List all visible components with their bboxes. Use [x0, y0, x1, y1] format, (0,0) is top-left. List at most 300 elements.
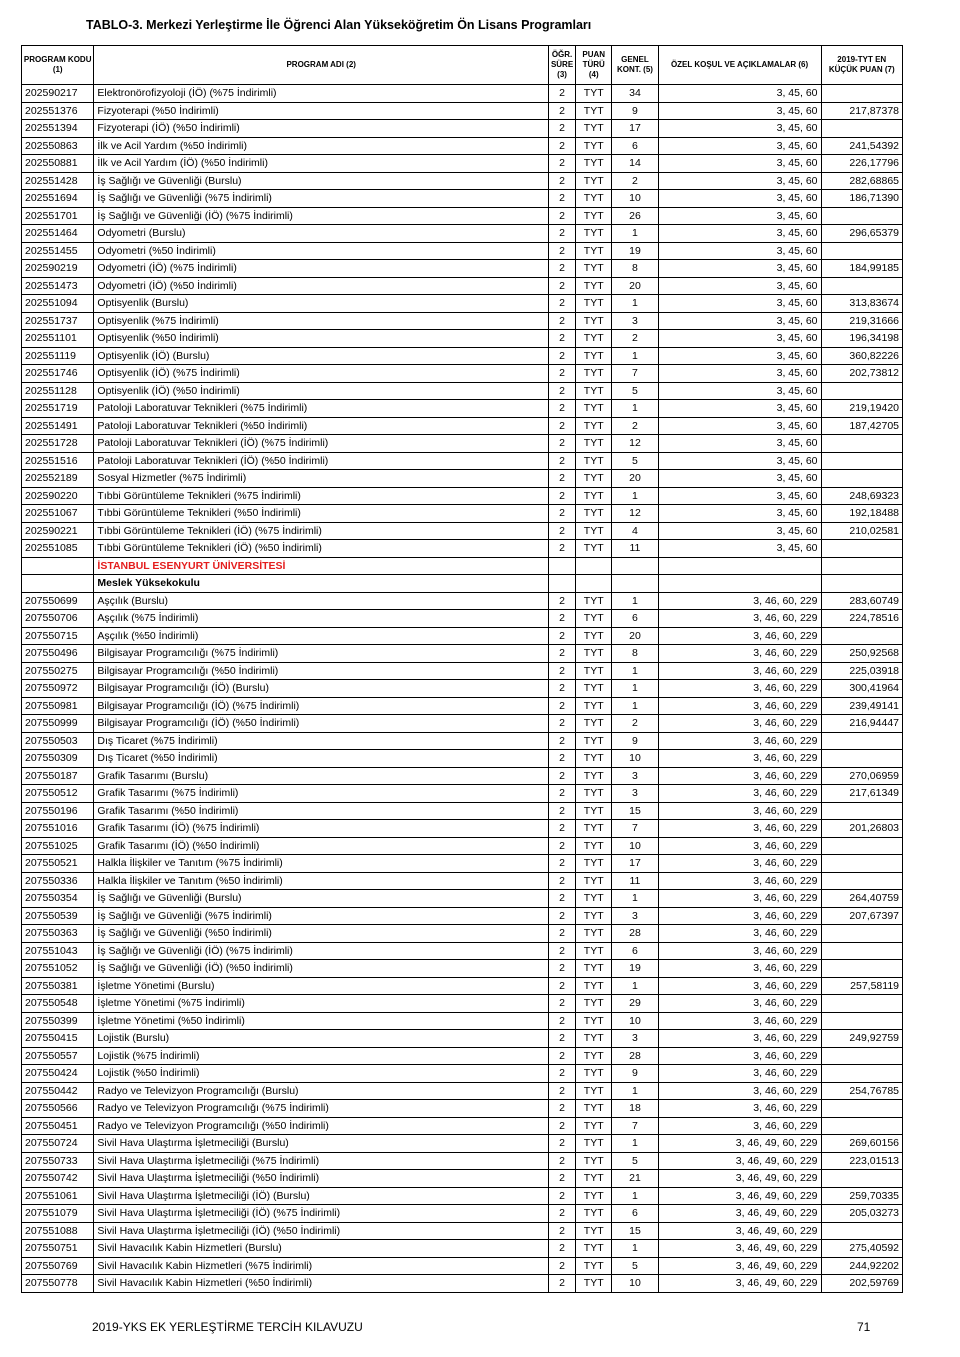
duration-cell: 2 — [548, 295, 575, 313]
program-code-cell: 207550981 — [22, 697, 94, 715]
program-name-cell: Optisyenlik (İÖ) (%50 İndirimli) — [94, 382, 549, 400]
table-row — [22, 102, 903, 120]
table-body — [22, 85, 903, 1293]
duration-cell: 2 — [548, 260, 575, 278]
duration-cell: 2 — [548, 1187, 575, 1205]
quota-cell: 11 — [612, 540, 658, 558]
min-score-cell: 223,01513 — [821, 1152, 903, 1170]
program-name-cell: Optisyenlik (İÖ) (%75 İndirimli) — [94, 365, 549, 383]
table-row — [22, 1082, 903, 1100]
program-code-cell: 207550521 — [22, 855, 94, 873]
university-row — [22, 557, 903, 575]
min-score-cell: 205,03273 — [821, 1205, 903, 1223]
min-score-cell: 270,06959 — [821, 767, 903, 785]
score-type-cell: TYT — [576, 277, 612, 295]
min-score-cell — [821, 925, 903, 943]
duration-cell: 2 — [548, 855, 575, 873]
conditions-cell: 3, 46, 60, 229 — [658, 1117, 821, 1135]
score-type-cell: TYT — [576, 1152, 612, 1170]
program-code-cell: 207550399 — [22, 1012, 94, 1030]
quota-cell: 34 — [612, 85, 658, 103]
quota-cell: 1 — [612, 295, 658, 313]
table-row — [22, 540, 903, 558]
quota-cell: 19 — [612, 960, 658, 978]
quota-cell: 10 — [612, 1012, 658, 1030]
score-type-cell: TYT — [576, 1170, 612, 1188]
conditions-cell — [658, 575, 821, 593]
table-row — [22, 155, 903, 173]
programs-table — [21, 45, 903, 1293]
min-score-cell: 202,59769 — [821, 1275, 903, 1293]
score-type-cell: TYT — [576, 1065, 612, 1083]
table-row — [22, 1222, 903, 1240]
program-code-cell: 202551428 — [22, 172, 94, 190]
score-type-cell: TYT — [576, 487, 612, 505]
program-name-cell: Dış Ticaret (%75 İndirimli) — [94, 732, 549, 750]
duration-cell: 2 — [548, 102, 575, 120]
table-row — [22, 120, 903, 138]
min-score-cell: 210,02581 — [821, 522, 903, 540]
score-type-cell: TYT — [576, 505, 612, 523]
program-code-cell: 207550706 — [22, 610, 94, 628]
duration-cell: 2 — [548, 662, 575, 680]
duration-cell — [548, 575, 575, 593]
min-score-cell: 283,60749 — [821, 592, 903, 610]
conditions-cell: 3, 45, 60 — [658, 540, 821, 558]
conditions-cell: 3, 46, 60, 229 — [658, 1012, 821, 1030]
duration-cell: 2 — [548, 820, 575, 838]
quota-cell: 12 — [612, 505, 658, 523]
program-code-cell: 202590219 — [22, 260, 94, 278]
quota-cell: 1 — [612, 347, 658, 365]
table-row — [22, 470, 903, 488]
min-score-cell: 244,92202 — [821, 1257, 903, 1275]
min-score-cell: 300,41964 — [821, 680, 903, 698]
program-code-cell: 202552189 — [22, 470, 94, 488]
duration-cell: 2 — [548, 837, 575, 855]
table-row — [22, 977, 903, 995]
min-score-cell: 202,73812 — [821, 365, 903, 383]
quota-cell: 2 — [612, 330, 658, 348]
quota-cell: 26 — [612, 207, 658, 225]
program-code-cell: 202551473 — [22, 277, 94, 295]
table-row — [22, 802, 903, 820]
quota-cell: 11 — [612, 872, 658, 890]
quota-cell: 3 — [612, 312, 658, 330]
quota-cell: 1 — [612, 977, 658, 995]
conditions-cell: 3, 45, 60 — [658, 207, 821, 225]
program-name-cell: Fizyoterapi (%50 İndirimli) — [94, 102, 549, 120]
score-type-cell: TYT — [576, 1205, 612, 1223]
conditions-cell: 3, 46, 60, 229 — [658, 977, 821, 995]
program-name-cell: Grafik Tasarımı (İÖ) (%50 İndirimli) — [94, 837, 549, 855]
program-code-cell: 207550699 — [22, 592, 94, 610]
duration-cell: 2 — [548, 1222, 575, 1240]
duration-cell: 2 — [548, 522, 575, 540]
program-name-cell: Grafik Tasarımı (%50 İndirimli) — [94, 802, 549, 820]
duration-cell: 2 — [548, 1082, 575, 1100]
conditions-cell: 3, 45, 60 — [658, 172, 821, 190]
score-type-cell: TYT — [576, 697, 612, 715]
score-type-cell: TYT — [576, 207, 612, 225]
score-type-cell: TYT — [576, 172, 612, 190]
program-name-cell: Patoloji Laboratuvar Teknikleri (İÖ) (%50 İndirimli) — [94, 452, 549, 470]
program-name-cell: Optisyenlik (%75 İndirimli) — [94, 312, 549, 330]
score-type-cell: TYT — [576, 942, 612, 960]
quota-cell: 1 — [612, 400, 658, 418]
min-score-cell: 264,40759 — [821, 890, 903, 908]
duration-cell: 2 — [548, 1152, 575, 1170]
quota-cell: 28 — [612, 1047, 658, 1065]
quota-cell: 7 — [612, 820, 658, 838]
score-type-cell: TYT — [576, 1012, 612, 1030]
conditions-cell: 3, 46, 60, 229 — [658, 907, 821, 925]
duration-cell: 2 — [548, 330, 575, 348]
min-score-cell — [821, 1065, 903, 1083]
table-row — [22, 610, 903, 628]
score-type-cell: TYT — [576, 120, 612, 138]
min-score-cell: 239,49141 — [821, 697, 903, 715]
score-type-cell: TYT — [576, 855, 612, 873]
duration-cell: 2 — [548, 452, 575, 470]
program-code-cell: 202551491 — [22, 417, 94, 435]
duration-cell: 2 — [548, 190, 575, 208]
conditions-cell: 3, 45, 60 — [658, 452, 821, 470]
duration-cell: 2 — [548, 1012, 575, 1030]
quota-cell: 1 — [612, 1240, 658, 1258]
score-type-cell: TYT — [576, 1100, 612, 1118]
quota-cell: 3 — [612, 907, 658, 925]
quota-cell: 5 — [612, 382, 658, 400]
program-code-cell: 207551052 — [22, 960, 94, 978]
program-name-cell: Sivil Hava Ulaştırma İşletmeciliği (Burslu) — [94, 1135, 549, 1153]
conditions-cell: 3, 45, 60 — [658, 435, 821, 453]
program-name-cell: İşletme Yönetimi (%75 İndirimli) — [94, 995, 549, 1013]
score-type-cell: TYT — [576, 680, 612, 698]
duration-cell: 2 — [548, 942, 575, 960]
conditions-cell: 3, 46, 60, 229 — [658, 802, 821, 820]
conditions-cell: 3, 45, 60 — [658, 400, 821, 418]
conditions-cell: 3, 45, 60 — [658, 242, 821, 260]
quota-cell — [612, 557, 658, 575]
duration-cell: 2 — [548, 1205, 575, 1223]
score-type-cell: TYT — [576, 977, 612, 995]
program-code-cell: 202551394 — [22, 120, 94, 138]
program-name-cell: İş Sağlığı ve Güvenliği (Burslu) — [94, 172, 549, 190]
conditions-cell: 3, 45, 60 — [658, 190, 821, 208]
min-score-cell — [821, 85, 903, 103]
score-type-cell: TYT — [576, 1082, 612, 1100]
duration-cell: 2 — [548, 802, 575, 820]
score-type-cell: TYT — [576, 627, 612, 645]
program-name-cell: Grafik Tasarımı (Burslu) — [94, 767, 549, 785]
program-name-cell: İş Sağlığı ve Güvenliği (İÖ) (%50 İndirimli) — [94, 960, 549, 978]
table-header — [22, 46, 903, 85]
table-row — [22, 732, 903, 750]
header-quota: GENEL KONT. (5) — [612, 46, 658, 85]
program-code-cell: 202551085 — [22, 540, 94, 558]
score-type-cell: TYT — [576, 347, 612, 365]
duration-cell: 2 — [548, 680, 575, 698]
score-type-cell: TYT — [576, 1240, 612, 1258]
program-name-cell: Odyometri (%50 İndirimli) — [94, 242, 549, 260]
program-name-cell: İş Sağlığı ve Güvenliği (Burslu) — [94, 890, 549, 908]
min-score-cell: 187,42705 — [821, 417, 903, 435]
program-code-cell: 202551101 — [22, 330, 94, 348]
duration-cell: 2 — [548, 1117, 575, 1135]
conditions-cell: 3, 46, 60, 229 — [658, 697, 821, 715]
quota-cell: 12 — [612, 435, 658, 453]
min-score-cell — [821, 960, 903, 978]
header-program-name: PROGRAM ADI (2) — [94, 46, 549, 85]
table-row — [22, 645, 903, 663]
table-row — [22, 1135, 903, 1153]
min-score-cell — [821, 1012, 903, 1030]
program-name-cell: Odyometri (İÖ) (%50 İndirimli) — [94, 277, 549, 295]
duration-cell: 2 — [548, 1275, 575, 1293]
conditions-cell: 3, 45, 60 — [658, 120, 821, 138]
table-row — [22, 697, 903, 715]
table-row — [22, 1117, 903, 1135]
min-score-cell — [821, 1047, 903, 1065]
quota-cell: 15 — [612, 1222, 658, 1240]
program-name-cell: Lojistik (Burslu) — [94, 1030, 549, 1048]
program-name-cell: İlk ve Acil Yardım (İÖ) (%50 İndirimli) — [94, 155, 549, 173]
quota-cell: 1 — [612, 1135, 658, 1153]
quota-cell: 3 — [612, 767, 658, 785]
quota-cell: 9 — [612, 1065, 658, 1083]
score-type-cell: TYT — [576, 225, 612, 243]
conditions-cell: 3, 46, 49, 60, 229 — [658, 1187, 821, 1205]
program-name-cell: Tıbbi Görüntüleme Teknikleri (İÖ) (%75 İndirimli) — [94, 522, 549, 540]
program-name-cell: Odyometri (İÖ) (%75 İndirimli) — [94, 260, 549, 278]
score-type-cell: TYT — [576, 1257, 612, 1275]
min-score-cell — [821, 470, 903, 488]
min-score-cell: 241,54392 — [821, 137, 903, 155]
program-code-cell: 207550381 — [22, 977, 94, 995]
table-row — [22, 225, 903, 243]
quota-cell: 17 — [612, 855, 658, 873]
table-row — [22, 995, 903, 1013]
program-name-cell: Meslek Yüksekokulu — [94, 575, 549, 593]
program-code-cell: 202551455 — [22, 242, 94, 260]
min-score-cell: 269,60156 — [821, 1135, 903, 1153]
program-name-cell: İş Sağlığı ve Güvenliği (İÖ) (%75 İndirimli) — [94, 942, 549, 960]
duration-cell: 2 — [548, 470, 575, 488]
table-row — [22, 452, 903, 470]
conditions-cell: 3, 46, 60, 229 — [658, 1082, 821, 1100]
program-code-cell: 207550451 — [22, 1117, 94, 1135]
program-name-cell: Optisyenlik (%50 İndirimli) — [94, 330, 549, 348]
program-name-cell: Sivil Havacılık Kabin Hizmetleri (%75 İndirimli) — [94, 1257, 549, 1275]
program-name-cell: İş Sağlığı ve Güvenliği (İÖ) (%75 İndirimli) — [94, 207, 549, 225]
table-row — [22, 1047, 903, 1065]
header-score-type: PUAN TÜRÜ (4) — [576, 46, 612, 85]
program-code-cell: 202551737 — [22, 312, 94, 330]
header-min-score: 2019-TYT EN KÜÇÜK PUAN (7) — [821, 46, 903, 85]
duration-cell: 2 — [548, 85, 575, 103]
duration-cell: 2 — [548, 242, 575, 260]
program-name-cell: Sosyal Hizmetler (%75 İndirimli) — [94, 470, 549, 488]
score-type-cell: TYT — [576, 522, 612, 540]
conditions-cell: 3, 46, 49, 60, 229 — [658, 1275, 821, 1293]
table-row — [22, 1205, 903, 1223]
program-code-cell: 207550442 — [22, 1082, 94, 1100]
program-name-cell: Sivil Havacılık Kabin Hizmetleri (%50 İndirimli) — [94, 1275, 549, 1293]
conditions-cell: 3, 46, 60, 229 — [658, 662, 821, 680]
program-code-cell: 207550363 — [22, 925, 94, 943]
min-score-cell — [821, 872, 903, 890]
table-row — [22, 190, 903, 208]
quota-cell: 5 — [612, 452, 658, 470]
conditions-cell: 3, 46, 49, 60, 229 — [658, 1135, 821, 1153]
program-code-cell: 202590217 — [22, 85, 94, 103]
program-code-cell: 207550309 — [22, 750, 94, 768]
conditions-cell: 3, 46, 60, 229 — [658, 1030, 821, 1048]
duration-cell: 2 — [548, 505, 575, 523]
table-row — [22, 522, 903, 540]
program-code-cell: 207550566 — [22, 1100, 94, 1118]
score-type-cell: TYT — [576, 1187, 612, 1205]
min-score-cell: 360,82226 — [821, 347, 903, 365]
min-score-cell: 296,65379 — [821, 225, 903, 243]
score-type-cell: TYT — [576, 312, 612, 330]
quota-cell: 2 — [612, 417, 658, 435]
conditions-cell: 3, 45, 60 — [658, 487, 821, 505]
program-code-cell: 207550503 — [22, 732, 94, 750]
conditions-cell: 3, 46, 60, 229 — [658, 855, 821, 873]
duration-cell — [548, 557, 575, 575]
conditions-cell: 3, 46, 60, 229 — [658, 1100, 821, 1118]
program-name-cell: Radyo ve Televizyon Programcılığı (Burslu) — [94, 1082, 549, 1100]
min-score-cell: 225,03918 — [821, 662, 903, 680]
program-code-cell: 207550715 — [22, 627, 94, 645]
score-type-cell: TYT — [576, 802, 612, 820]
table-row — [22, 487, 903, 505]
program-name-cell: Dış Ticaret (%50 İndirimli) — [94, 750, 549, 768]
score-type-cell: TYT — [576, 907, 612, 925]
program-name-cell: Bilgisayar Programcılığı (%50 İndirimli) — [94, 662, 549, 680]
min-score-cell — [821, 1222, 903, 1240]
score-type-cell: TYT — [576, 872, 612, 890]
table-row — [22, 855, 903, 873]
score-type-cell: TYT — [576, 1135, 612, 1153]
min-score-cell — [821, 1170, 903, 1188]
min-score-cell: 207,67397 — [821, 907, 903, 925]
min-score-cell: 313,83674 — [821, 295, 903, 313]
score-type-cell: TYT — [576, 785, 612, 803]
conditions-cell: 3, 46, 60, 229 — [658, 820, 821, 838]
score-type-cell: TYT — [576, 1222, 612, 1240]
min-score-cell — [821, 575, 903, 593]
quota-cell: 1 — [612, 680, 658, 698]
conditions-cell: 3, 46, 60, 229 — [658, 680, 821, 698]
program-name-cell: Fizyoterapi (İÖ) (%50 İndirimli) — [94, 120, 549, 138]
min-score-cell: 259,70335 — [821, 1187, 903, 1205]
program-name-cell: İlk ve Acil Yardım (%50 İndirimli) — [94, 137, 549, 155]
quota-cell: 7 — [612, 1117, 658, 1135]
min-score-cell: 196,34198 — [821, 330, 903, 348]
min-score-cell: 216,94447 — [821, 715, 903, 733]
table-row — [22, 837, 903, 855]
score-type-cell: TYT — [576, 1117, 612, 1135]
score-type-cell: TYT — [576, 995, 612, 1013]
min-score-cell — [821, 855, 903, 873]
quota-cell: 1 — [612, 697, 658, 715]
table-row — [22, 960, 903, 978]
program-name-cell: Lojistik (%50 İndirimli) — [94, 1065, 549, 1083]
min-score-cell — [821, 627, 903, 645]
score-type-cell: TYT — [576, 400, 612, 418]
table-row — [22, 1240, 903, 1258]
min-score-cell — [821, 207, 903, 225]
duration-cell: 2 — [548, 137, 575, 155]
duration-cell: 2 — [548, 1047, 575, 1065]
program-name-cell: Halkla İlişkiler ve Tanıtım (%75 İndirimli) — [94, 855, 549, 873]
conditions-cell: 3, 46, 49, 60, 229 — [658, 1170, 821, 1188]
quota-cell: 19 — [612, 242, 658, 260]
min-score-cell — [821, 242, 903, 260]
conditions-cell: 3, 46, 49, 60, 229 — [658, 1257, 821, 1275]
program-name-cell: İş Sağlığı ve Güvenliği (%75 İndirimli) — [94, 190, 549, 208]
table-row — [22, 1275, 903, 1293]
conditions-cell: 3, 45, 60 — [658, 102, 821, 120]
conditions-cell: 3, 46, 49, 60, 229 — [658, 1205, 821, 1223]
duration-cell: 2 — [548, 1135, 575, 1153]
min-score-cell: 219,31666 — [821, 312, 903, 330]
conditions-cell: 3, 45, 60 — [658, 365, 821, 383]
min-score-cell — [821, 837, 903, 855]
conditions-cell: 3, 45, 60 — [658, 470, 821, 488]
program-name-cell: Grafik Tasarımı (İÖ) (%75 İndirimli) — [94, 820, 549, 838]
score-type-cell: TYT — [576, 750, 612, 768]
min-score-cell: 282,68865 — [821, 172, 903, 190]
quota-cell: 15 — [612, 802, 658, 820]
score-type-cell — [576, 557, 612, 575]
conditions-cell: 3, 46, 60, 229 — [658, 837, 821, 855]
score-type-cell — [576, 575, 612, 593]
min-score-cell — [821, 942, 903, 960]
table-row — [22, 627, 903, 645]
quota-cell: 20 — [612, 277, 658, 295]
duration-cell: 2 — [548, 312, 575, 330]
score-type-cell: TYT — [576, 960, 612, 978]
table-row — [22, 890, 903, 908]
duration-cell: 2 — [548, 1257, 575, 1275]
program-name-cell: Bilgisayar Programcılığı (İÖ) (%75 İndirimli) — [94, 697, 549, 715]
duration-cell: 2 — [548, 995, 575, 1013]
duration-cell: 2 — [548, 487, 575, 505]
table-row — [22, 872, 903, 890]
min-score-cell — [821, 802, 903, 820]
program-code-cell: 202550881 — [22, 155, 94, 173]
program-name-cell: Aşçılık (Burslu) — [94, 592, 549, 610]
program-code-cell: 207550496 — [22, 645, 94, 663]
duration-cell: 2 — [548, 977, 575, 995]
program-code-cell: 207550972 — [22, 680, 94, 698]
program-name-cell: Radyo ve Televizyon Programcılığı (%50 İndirimli) — [94, 1117, 549, 1135]
table-row — [22, 347, 903, 365]
table-row — [22, 592, 903, 610]
program-code-cell: 202590220 — [22, 487, 94, 505]
quota-cell: 1 — [612, 890, 658, 908]
quota-cell: 6 — [612, 137, 658, 155]
min-score-cell: 226,17796 — [821, 155, 903, 173]
program-code-cell: 207550539 — [22, 907, 94, 925]
duration-cell: 2 — [548, 872, 575, 890]
program-code-cell: 202550863 — [22, 137, 94, 155]
program-code-cell: 207550512 — [22, 785, 94, 803]
